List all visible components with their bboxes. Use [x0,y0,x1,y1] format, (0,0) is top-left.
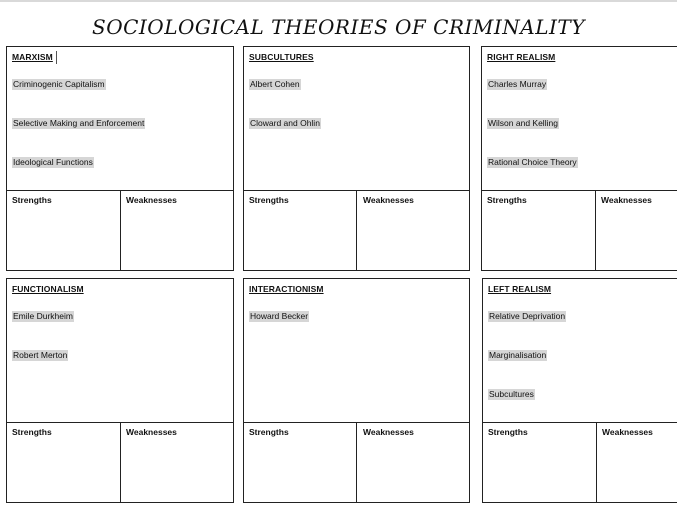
theory-heading: INTERACTIONISM [249,284,324,294]
divider-line [482,190,677,191]
theory-heading: MARXISM [12,52,53,62]
theory-item: Selective Making and Enforcement [13,118,145,128]
weaknesses-label: Weaknesses [602,427,653,437]
divider-line [595,190,596,270]
theory-item: Relative Deprivation [489,311,566,321]
theory-box-right-realism [481,46,677,271]
theory-item: Ideological Functions [13,157,93,167]
theory-item: Howard Becker [250,311,309,321]
weaknesses-label: Weaknesses [601,195,652,205]
top-border-line [0,0,677,2]
theory-item: Criminogenic Capitalism [13,79,105,89]
divider-line [596,422,597,502]
theory-item: Cloward and Ohlin [250,118,320,128]
divider-line [483,422,677,423]
strengths-label: Strengths [12,427,52,437]
theory-box-interactionism [243,278,470,503]
theory-item: Wilson and Kelling [488,118,558,128]
page-title: SOCIOLOGICAL THEORIES OF CRIMINALITY [92,15,585,39]
divider-line [356,190,357,270]
theory-item: Charles Murray [488,79,547,89]
theory-item: Subcultures [489,389,534,399]
divider-line [120,422,121,502]
weaknesses-label: Weaknesses [363,427,414,437]
strengths-label: Strengths [488,427,528,437]
theory-box-left-realism [482,278,677,503]
divider-line [120,190,121,270]
theory-heading: SUBCULTURES [249,52,314,62]
weaknesses-label: Weaknesses [126,427,177,437]
theory-heading: RIGHT REALISM [487,52,556,62]
strengths-label: Strengths [12,195,52,205]
theory-box-functionalism [6,278,234,503]
theory-item: Marginalisation [489,350,547,360]
text-cursor [56,51,57,64]
weaknesses-label: Weaknesses [126,195,177,205]
theory-heading: FUNCTIONALISM [12,284,84,294]
theory-item: Robert Merton [13,350,68,360]
theory-item: Emile Durkheim [13,311,73,321]
theory-item: Albert Cohen [250,79,300,89]
theory-box-subcultures [243,46,470,271]
divider-line [356,422,357,502]
strengths-label: Strengths [249,427,289,437]
theory-box-marxism [6,46,234,271]
weaknesses-label: Weaknesses [363,195,414,205]
strengths-label: Strengths [487,195,527,205]
strengths-label: Strengths [249,195,289,205]
theory-item: Rational Choice Theory [488,157,577,167]
theory-heading: LEFT REALISM [488,284,552,294]
